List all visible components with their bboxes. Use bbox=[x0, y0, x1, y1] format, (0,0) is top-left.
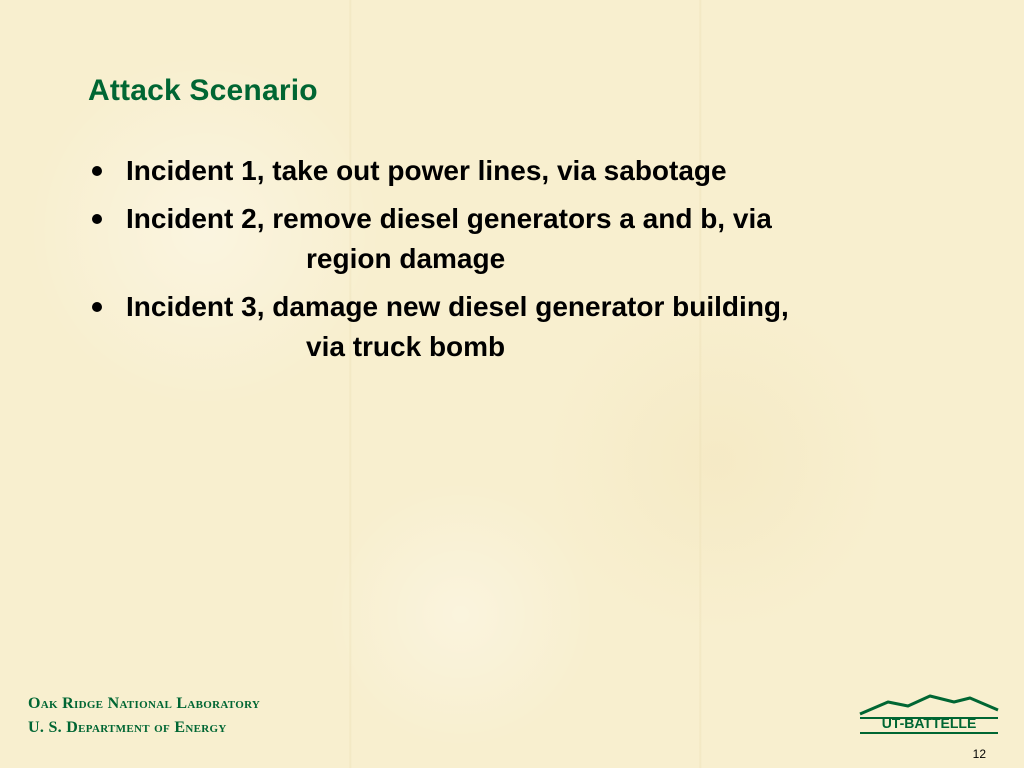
footer-org-line-2: U. S. Department of Energy bbox=[28, 719, 227, 736]
bullet-icon bbox=[92, 166, 102, 176]
bullet-continuation: via truck bomb bbox=[306, 331, 506, 362]
bullet-text: Incident 2, remove diesel generators a and b, via bbox=[126, 203, 772, 234]
bullet-continuation: region damage bbox=[306, 243, 506, 274]
bullet-item-2 bbox=[88, 198, 988, 280]
bullet-icon bbox=[92, 302, 102, 312]
footer-org-line-1: Oak Ridge National Laboratory bbox=[28, 695, 261, 712]
logo-text: UT-BATTELLE bbox=[881, 715, 977, 731]
bullet-list bbox=[88, 150, 988, 374]
ut-battelle-logo bbox=[858, 692, 1000, 736]
slide-title: Attack Scenario bbox=[88, 74, 318, 107]
page-number: 12 bbox=[972, 747, 986, 761]
bullet-text: Incident 1, take out power lines, via sabotage bbox=[126, 155, 727, 186]
bullet-item-3 bbox=[88, 286, 988, 368]
bullet-item-1 bbox=[88, 150, 988, 192]
bullet-icon bbox=[92, 214, 102, 224]
bullet-text: Incident 3, damage new diesel generator building, bbox=[126, 291, 789, 322]
footer-organization bbox=[28, 692, 260, 740]
